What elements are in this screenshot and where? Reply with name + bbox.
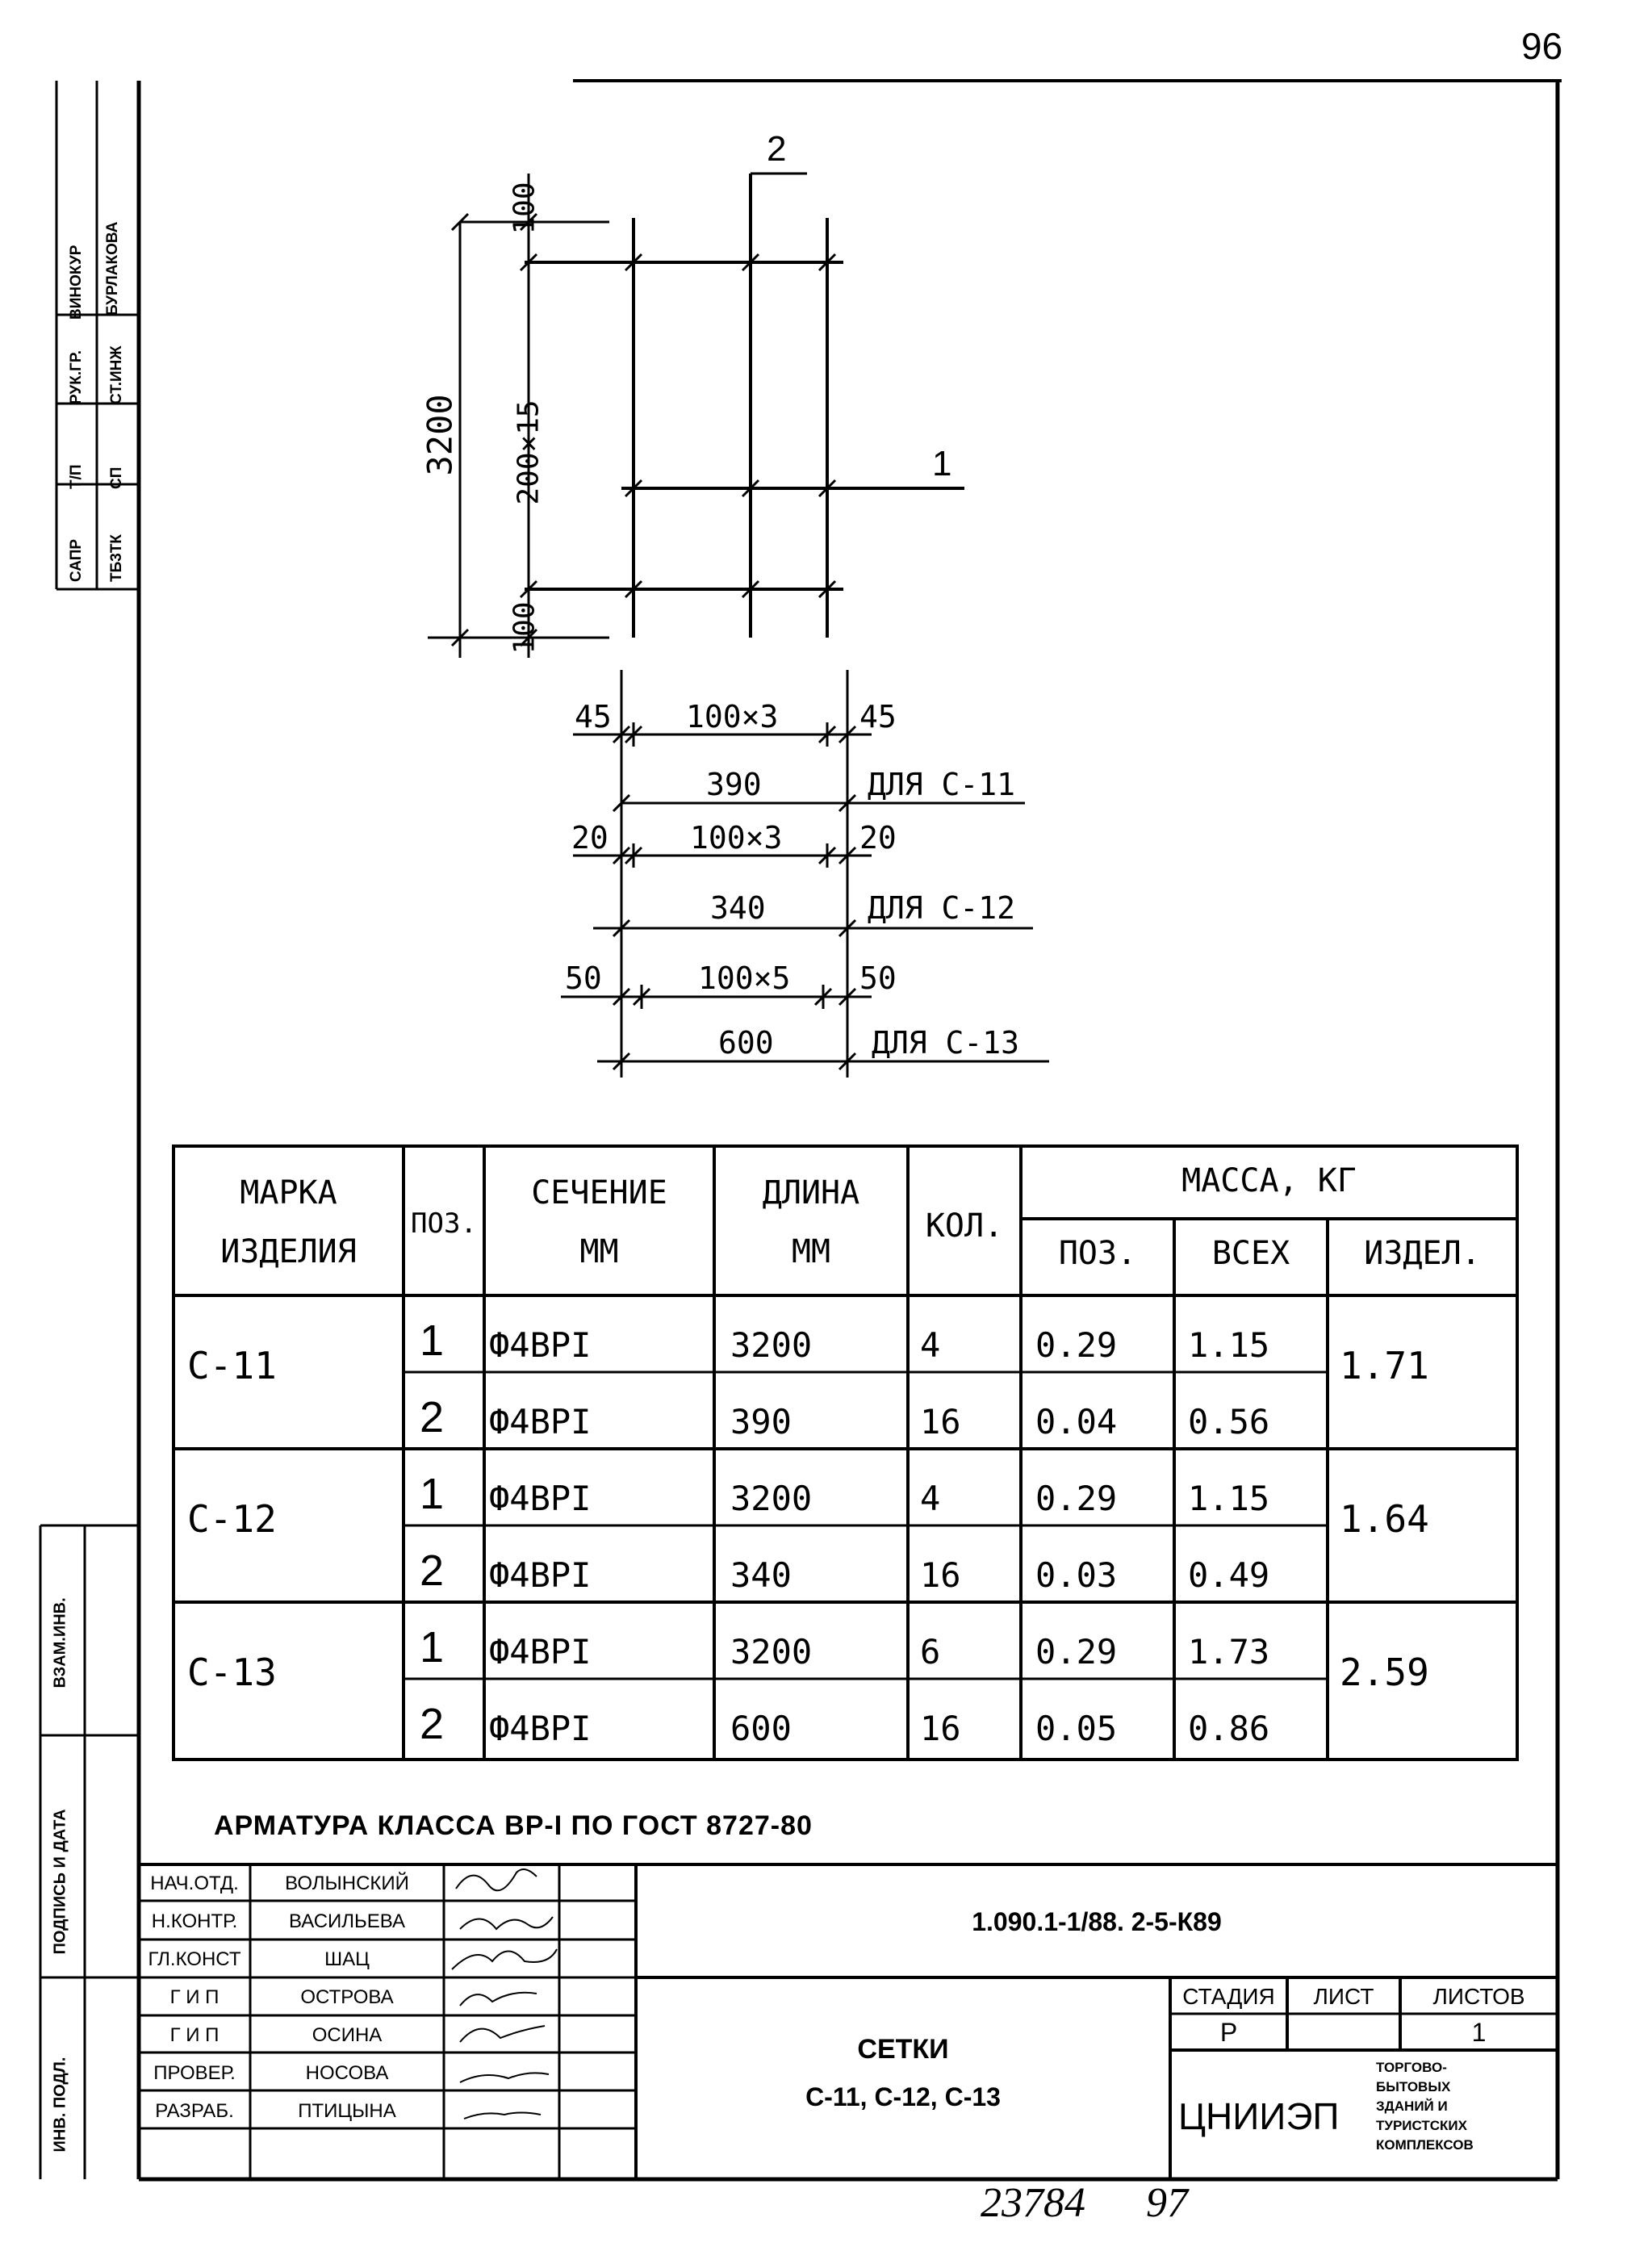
drawing-title: СЕТКИ bbox=[857, 2034, 949, 2065]
dim-spacing: 200×15 bbox=[512, 400, 546, 505]
pos-c11-2: 2 bbox=[420, 1393, 445, 1442]
page-number: 96 bbox=[1521, 25, 1563, 67]
org-desc-line-4: ТУРИСТСКИХ bbox=[1376, 2118, 1467, 2133]
org-desc-line-5: КОМПЛЕКСОВ bbox=[1376, 2137, 1474, 2153]
massall-c12-1: 1.15 bbox=[1188, 1479, 1270, 1518]
masspos-c11-2: 0.04 bbox=[1035, 1402, 1118, 1442]
hdr-section-1: СЕЧЕНИЕ bbox=[531, 1174, 667, 1211]
dim-c11-label: ДЛЯ С-11 bbox=[868, 767, 1016, 802]
massall-c11-1: 1.15 bbox=[1188, 1325, 1270, 1365]
dim-c12-left: 20 bbox=[571, 820, 608, 856]
dim-c11-mid: 100×3 bbox=[686, 699, 779, 734]
dim-c13-right: 50 bbox=[859, 960, 897, 996]
dim-top-offset: 100 bbox=[508, 182, 542, 235]
dim-c13-mid: 100×5 bbox=[698, 960, 791, 996]
qty-c12-1: 4 bbox=[920, 1479, 941, 1518]
dim-c12-right: 20 bbox=[859, 820, 897, 856]
organization-description bbox=[1376, 2058, 1474, 2155]
sig-name-1: ВОЛЫНСКИЙ bbox=[285, 1873, 409, 1894]
dim-c13-left: 50 bbox=[565, 960, 602, 996]
org-desc-line-2: БЫТОВЫХ bbox=[1376, 2079, 1451, 2094]
hdr-length-2: ММ bbox=[791, 1233, 831, 1270]
sig-role-5: Г И П bbox=[169, 2024, 220, 2046]
pos-c13-2: 2 bbox=[420, 1700, 445, 1748]
qty-c11-2: 16 bbox=[920, 1402, 961, 1442]
stamp-name-1: БУРЛАКОВА bbox=[104, 221, 121, 316]
sig-name-4: ОСТРОВА bbox=[300, 1986, 394, 2008]
sig-name-5: ОСИНА bbox=[312, 2024, 383, 2046]
masspos-c12-2: 0.03 bbox=[1035, 1555, 1118, 1595]
section-c11-2: Ф4ВРI bbox=[489, 1402, 592, 1442]
signatures-scribbles bbox=[452, 1869, 557, 2119]
hdr-mark-2: ИЗДЕЛИЯ bbox=[220, 1233, 357, 1270]
dim-c11-left: 45 bbox=[575, 699, 612, 734]
total-c11: 1.71 bbox=[1340, 1344, 1429, 1387]
hdr-mark-1: МАРКА bbox=[240, 1174, 337, 1211]
reinforcement-note: АРМАТУРА КЛАССА ВР-I ПО ГОСТ 8727-80 bbox=[214, 1810, 813, 1841]
sig-role-6: ПРОВЕР. bbox=[153, 2062, 236, 2084]
dim-c11-right: 45 bbox=[859, 699, 897, 734]
sig-name-3: ШАЦ bbox=[324, 1948, 370, 1970]
massall-c13-2: 0.86 bbox=[1188, 1709, 1270, 1748]
hdr-length-1: ДЛИНА bbox=[762, 1174, 860, 1211]
length-c13-2: 600 bbox=[730, 1709, 792, 1748]
stage-label: СТАДИЯ bbox=[1182, 1984, 1275, 2009]
callout-2: 2 bbox=[767, 129, 787, 169]
dim-c12-label: ДЛЯ С-12 bbox=[868, 890, 1016, 926]
sig-role-3: ГЛ.КОНСТ bbox=[148, 1948, 241, 1970]
sheets-label: ЛИСТОВ bbox=[1432, 1984, 1525, 2009]
stamp-role-2: РУК.ГР. bbox=[68, 350, 85, 404]
length-c11-1: 3200 bbox=[730, 1325, 813, 1365]
hdr-mass-pos: ПОЗ. bbox=[1058, 1235, 1137, 1272]
dim-height-total: 3200 bbox=[420, 394, 460, 476]
length-c13-1: 3200 bbox=[730, 1632, 813, 1672]
mark-c12: С-12 bbox=[187, 1497, 277, 1541]
section-c11-1: Ф4ВРI bbox=[489, 1325, 592, 1365]
masspos-c11-1: 0.29 bbox=[1035, 1325, 1118, 1365]
section-c13-2: Ф4ВРI bbox=[489, 1709, 592, 1748]
section-c13-1: Ф4ВРI bbox=[489, 1632, 592, 1672]
dim-c13-total: 600 bbox=[718, 1025, 774, 1061]
qty-c13-1: 6 bbox=[920, 1632, 941, 1672]
stamp-role-4: САПР bbox=[68, 538, 85, 582]
org-desc-line-1: ТОРГОВО- bbox=[1376, 2060, 1447, 2075]
hdr-mass-item: ИЗДЕЛ. bbox=[1364, 1235, 1481, 1272]
sig-name-6: НОСОВА bbox=[305, 2062, 389, 2084]
length-c12-2: 340 bbox=[730, 1555, 792, 1595]
hdr-mass: МАССА, КГ bbox=[1181, 1162, 1357, 1199]
dim-c12-mid: 100×3 bbox=[690, 820, 783, 856]
stage-value: Р bbox=[1219, 2018, 1238, 2047]
total-c13: 2.59 bbox=[1340, 1651, 1429, 1694]
dim-bottom-offset: 100 bbox=[508, 601, 542, 655]
sig-role-7: РАЗРАБ. bbox=[155, 2100, 234, 2122]
document-code: 1.090.1-1/88. 2-5-К89 bbox=[972, 1907, 1222, 1936]
drawing-subtitle: С-11, С-12, С-13 bbox=[805, 2082, 1001, 2111]
masspos-c12-1: 0.29 bbox=[1035, 1479, 1118, 1518]
qty-c12-2: 16 bbox=[920, 1555, 961, 1595]
massall-c13-1: 1.73 bbox=[1188, 1632, 1270, 1672]
stamp-name-4: ТБ3ТК bbox=[108, 534, 125, 582]
stamp-name-2: СТ.ИНЖ bbox=[108, 345, 125, 404]
massall-c11-2: 0.56 bbox=[1188, 1402, 1270, 1442]
dim-c12-total: 340 bbox=[710, 890, 766, 926]
sig-role-1: НАЧ.ОТД. bbox=[150, 1873, 239, 1894]
sheets-value: 1 bbox=[1471, 2018, 1487, 2047]
dim-c11-total: 390 bbox=[706, 767, 762, 802]
stamp-vzam-inv: ВЗАМ.ИНВ. bbox=[51, 1597, 69, 1688]
stamp-signature-date: ПОДПИСЬ И ДАТА bbox=[51, 1809, 69, 1955]
stamp-name-3: СП bbox=[108, 467, 125, 489]
sheet-label: ЛИСТ bbox=[1313, 1984, 1374, 2009]
hdr-qty: КОЛ. bbox=[925, 1207, 1004, 1245]
length-c12-1: 3200 bbox=[730, 1479, 813, 1518]
stamp-role-3: Т/П bbox=[68, 464, 85, 489]
footer-inventory-number: 23784 bbox=[981, 2180, 1085, 2226]
qty-c13-2: 16 bbox=[920, 1709, 961, 1748]
organization-name: ЦНИИЭП bbox=[1178, 2095, 1340, 2137]
stamp-inv-podl: ИНВ. ПОДЛ. bbox=[51, 2057, 69, 2153]
total-c12: 1.64 bbox=[1340, 1497, 1429, 1541]
sig-name-2: ВАСИЛЬЕВА bbox=[289, 1910, 405, 1932]
sig-role-4: Г И П bbox=[169, 1986, 220, 2008]
mark-c11: С-11 bbox=[187, 1344, 277, 1387]
stamp-role-1: ВИНОКУР bbox=[68, 245, 85, 320]
pos-c11-1: 1 bbox=[420, 1316, 445, 1365]
length-c11-2: 390 bbox=[730, 1402, 792, 1442]
footer-page-number: 97 bbox=[1146, 2180, 1188, 2226]
sig-role-2: Н.КОНТР. bbox=[151, 1910, 238, 1932]
dim-c13-label: ДЛЯ С-13 bbox=[872, 1025, 1020, 1061]
hdr-section-2: ММ bbox=[579, 1233, 619, 1270]
pos-c13-1: 1 bbox=[420, 1623, 445, 1672]
qty-c11-1: 4 bbox=[920, 1325, 941, 1365]
pos-c12-2: 2 bbox=[420, 1546, 445, 1595]
section-c12-2: Ф4ВРI bbox=[489, 1555, 592, 1595]
mark-c13: С-13 bbox=[187, 1651, 277, 1694]
sig-name-7: ПТИЦЫНА bbox=[298, 2100, 396, 2122]
hdr-pos: ПОЗ. bbox=[411, 1207, 477, 1240]
org-desc-line-3: ЗДАНИЙ И bbox=[1376, 2099, 1448, 2114]
massall-c12-2: 0.49 bbox=[1188, 1555, 1270, 1595]
section-c12-1: Ф4ВРI bbox=[489, 1479, 592, 1518]
callout-1: 1 bbox=[932, 444, 952, 483]
masspos-c13-1: 0.29 bbox=[1035, 1632, 1118, 1672]
pos-c12-1: 1 bbox=[420, 1470, 445, 1518]
hdr-mass-all: ВСЕХ bbox=[1211, 1235, 1290, 1272]
masspos-c13-2: 0.05 bbox=[1035, 1709, 1118, 1748]
